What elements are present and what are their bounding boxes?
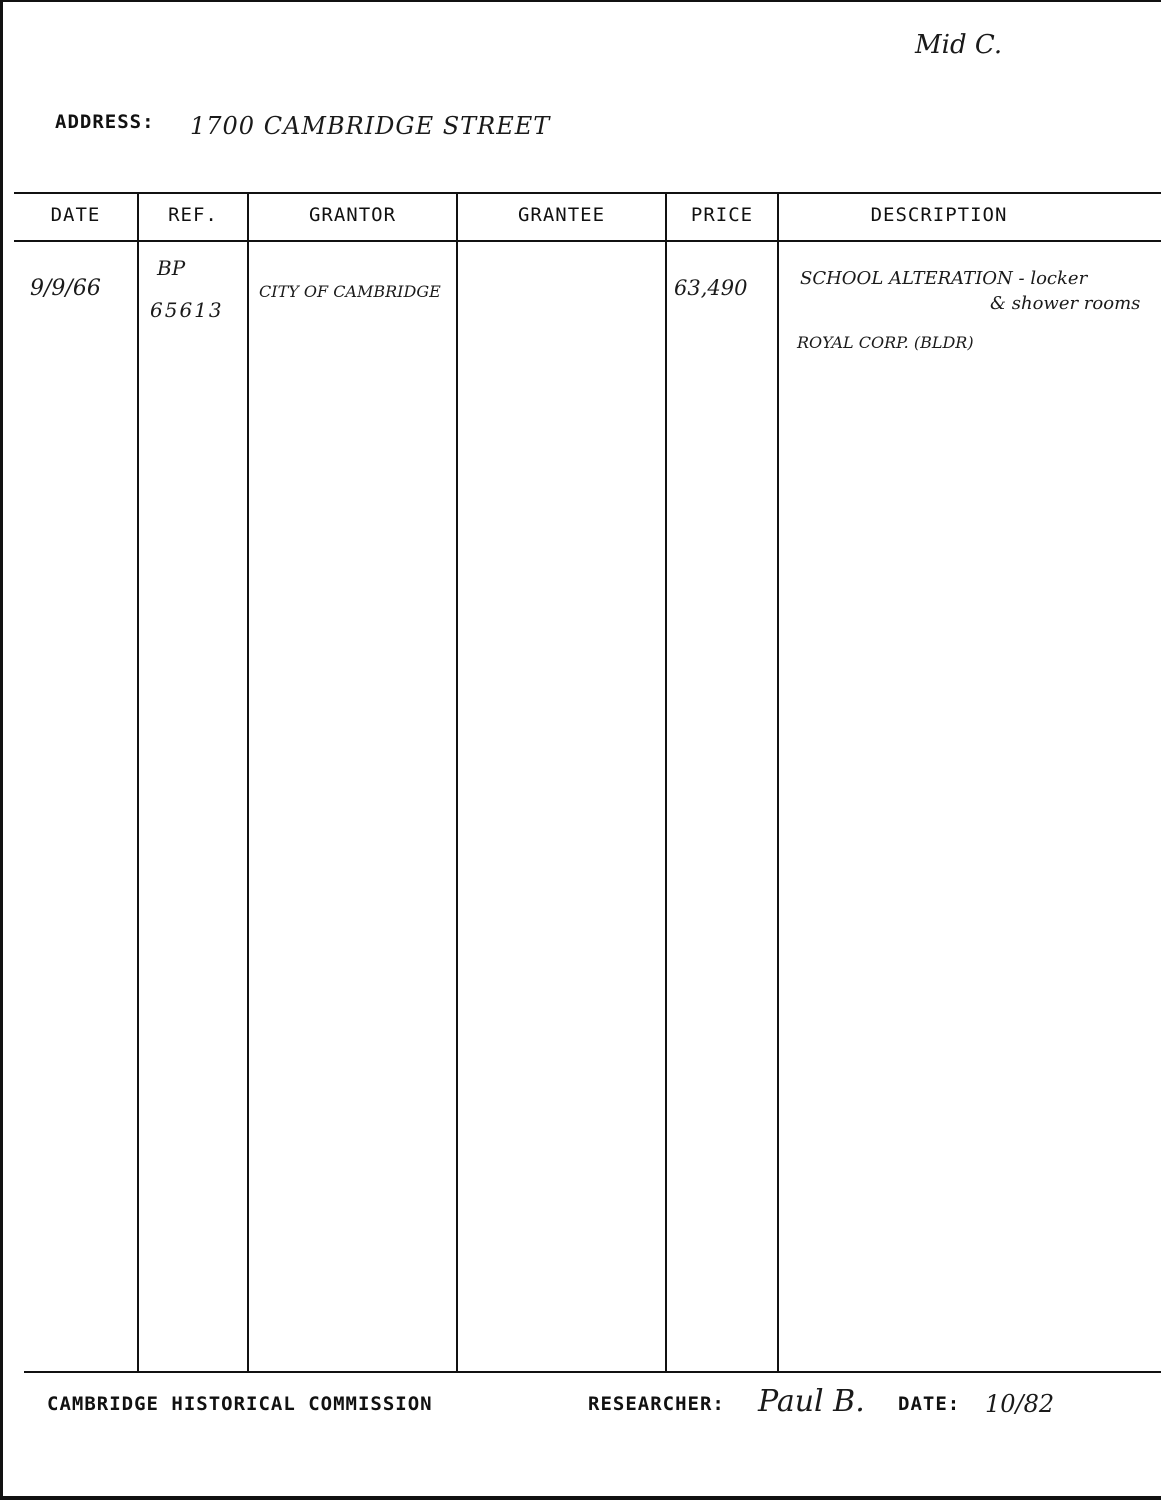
column-divider-price: [665, 192, 667, 1372]
footer-date-value: 10/82: [985, 1390, 1055, 1418]
table-bottom-rule: [24, 1371, 1161, 1373]
header-price: PRICE: [690, 204, 754, 226]
row-grantor: CITY OF CAMBRIDGE: [259, 282, 441, 301]
row-description-line1: SCHOOL ALTERATION - locker: [800, 268, 1088, 289]
footer-organization: CAMBRIDGE HISTORICAL COMMISSION: [47, 1393, 433, 1415]
column-divider-description: [777, 192, 779, 1372]
address-value: 1700 CAMBRIDGE STREET: [190, 112, 551, 140]
header-description: DESCRIPTION: [870, 204, 1008, 226]
header-ref: REF.: [168, 204, 218, 226]
row-description-line2: & shower rooms: [990, 293, 1141, 314]
table-top-rule: [14, 192, 1161, 194]
page-border-top: [0, 0, 1161, 2]
address-label: ADDRESS:: [55, 111, 155, 133]
column-divider-grantor: [247, 192, 249, 1372]
column-divider-grantee: [456, 192, 458, 1372]
row-price: 63,490: [674, 276, 748, 300]
footer-researcher-signature: Paul B.: [758, 1384, 865, 1419]
row-ref-line1: BP: [157, 256, 186, 280]
page-border-bottom: [0, 1496, 1161, 1500]
corner-note: Mid C.: [915, 30, 1003, 60]
header-grantor: GRANTOR: [308, 204, 397, 226]
footer-researcher-label: RESEARCHER:: [588, 1393, 725, 1415]
header-date: DATE: [50, 204, 101, 226]
header-grantee: GRANTEE: [517, 204, 606, 226]
table-header-rule: [14, 240, 1161, 242]
row-ref-line2: 65613: [150, 298, 224, 322]
row-description-line3: ROYAL CORP. (BLDR): [797, 333, 974, 352]
column-divider-ref: [137, 192, 139, 1372]
footer-date-label: DATE:: [898, 1393, 961, 1415]
page-border-left: [0, 0, 3, 1500]
row-date: 9/9/66: [30, 276, 101, 301]
